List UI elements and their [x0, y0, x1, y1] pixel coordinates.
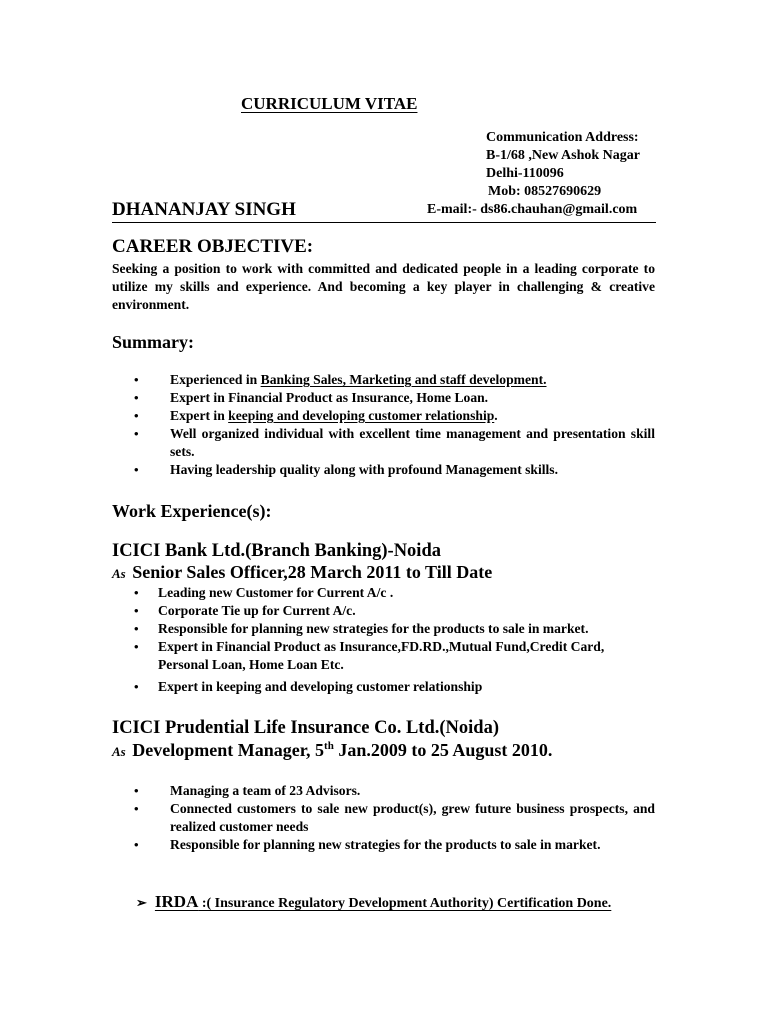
job-duties-list — [112, 584, 655, 696]
company-name: ICICI Prudential Life Insurance Co. Ltd.(Noida) — [112, 718, 499, 738]
list-item: • Responsible for planning new strategies for the products to sale in market. — [134, 621, 589, 636]
bullet-icon: • — [134, 679, 139, 694]
bullet-icon: • — [134, 585, 139, 600]
list-item: • Experienced in Banking Sales, Marketing and staff development. — [134, 372, 547, 387]
bullet-icon: • — [134, 603, 139, 618]
bullet-icon: • — [134, 390, 139, 405]
job-role: As Development Manager, 5th Jan.2009 to 25 August 2010. — [112, 740, 553, 760]
company-name: ICICI Bank Ltd.(Branch Banking)-Noida — [112, 541, 441, 561]
certification-detail: :( Insurance Regulatory Development Authority) Certification Done. — [198, 896, 612, 911]
list-item: • Connected customers to sale new product(s), grew future business prospects, and realized customer needs — [134, 801, 655, 834]
list-item: • Responsible for planning new strategies for the products to sale in market. — [134, 837, 601, 852]
summary-list — [112, 371, 655, 479]
address-heading: Communication Address: — [486, 130, 639, 145]
list-item: • Expert in keeping and developing customer relationship — [134, 679, 483, 694]
career-objective-text: Seeking a position to work with committed and dedicated people in a leading corporate to utilize my skills and experience. And becoming a key player in challenging & creative environment. — [112, 261, 655, 312]
job-role: As Senior Sales Officer,28 March 2011 to Till Date — [112, 562, 493, 582]
career-objective-heading: CAREER OBJECTIVE: — [112, 236, 314, 257]
work-experience-heading: Work Experience(s): — [112, 501, 272, 521]
bullet-icon: • — [134, 462, 139, 477]
summary-heading: Summary: — [112, 332, 194, 352]
job-duties-list — [112, 782, 655, 854]
bullet-icon: • — [134, 837, 139, 852]
address-line-1: B-1/68 ,New Ashok Nagar — [486, 148, 641, 163]
bullet-icon: • — [134, 639, 139, 654]
arrow-bullet-icon: ➢ — [136, 895, 147, 910]
list-item: • Expert in keeping and developing customer relationship. — [134, 408, 498, 423]
candidate-name: DHANANJAY SINGH — [112, 199, 296, 220]
bullet-icon: • — [134, 801, 139, 816]
document-title: CURRICULUM VITAE — [241, 94, 418, 113]
bullet-icon: • — [134, 426, 139, 441]
list-item: • Managing a team of 23 Advisors. — [134, 783, 361, 798]
mobile-number: Mob: 08527690629 — [488, 184, 602, 199]
email-address: E-mail:- ds86.chauhan@gmail.com — [427, 202, 638, 217]
list-item: • Corporate Tie up for Current A/c. — [134, 603, 356, 618]
bullet-icon: • — [134, 621, 139, 636]
list-item: • Leading new Customer for Current A/c . — [134, 585, 394, 600]
bullet-icon: • — [134, 783, 139, 798]
list-item: • Expert in Financial Product as Insurance, Home Loan. — [134, 390, 489, 405]
address-line-2: Delhi-110096 — [486, 166, 564, 181]
list-item: • Well organized individual with excellent time management and presentation skill sets. — [134, 426, 655, 459]
certification-name: IRDA — [154, 892, 199, 911]
list-item: • Expert in Financial Product as Insurance,FD.RD.,Mutual Fund,Credit Card, Personal Loan, Home Loan Etc. — [134, 639, 605, 672]
bullet-icon: • — [134, 408, 139, 423]
header-divider — [112, 222, 656, 223]
bullet-icon: • — [134, 372, 139, 387]
list-item: • Having leadership quality along with profound Management skills. — [134, 462, 558, 477]
certification-line — [136, 892, 611, 912]
